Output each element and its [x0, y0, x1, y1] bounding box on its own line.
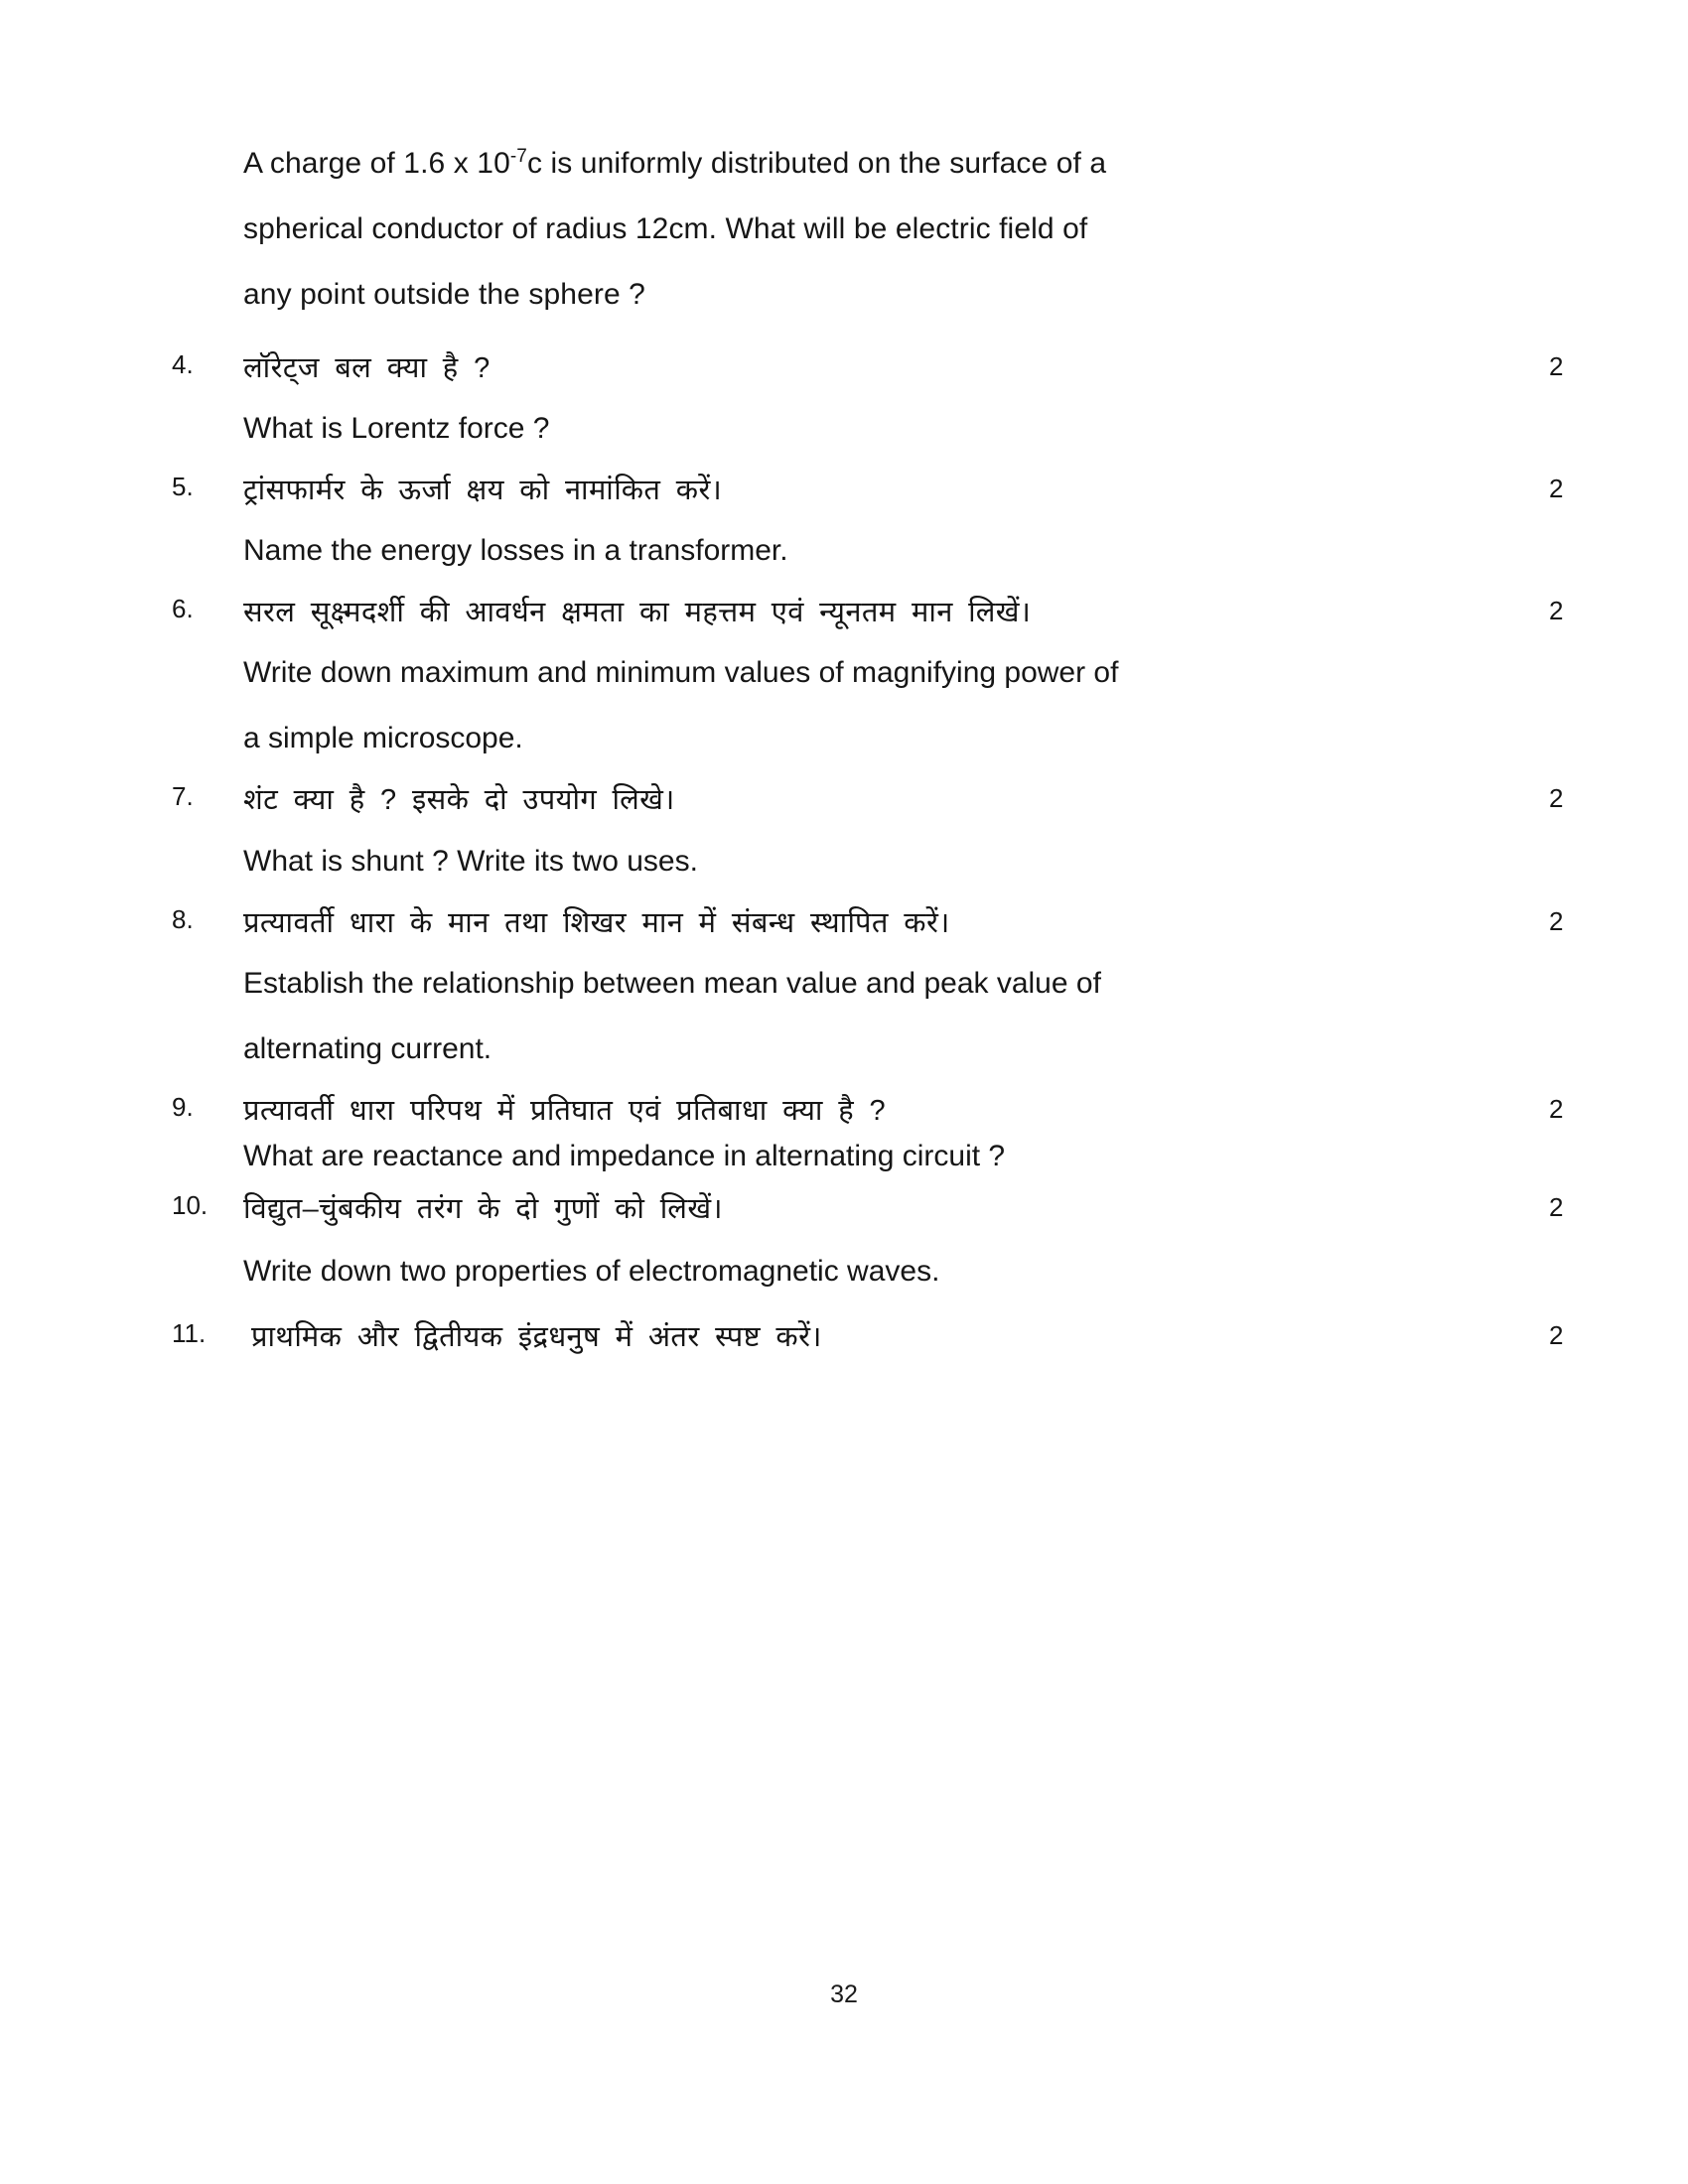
- question-item-9: [172, 1091, 1564, 1131]
- question-6-hindi: सरल सूक्ष्मदर्शी की आवर्धन क्षमता का महत्तम एवं न्यूनतम मान लिखें।: [243, 597, 1032, 629]
- question-item-6: [172, 594, 1564, 632]
- question-marks-7: 2: [1549, 783, 1564, 814]
- question-item-5: [172, 472, 1564, 510]
- intro-line-2: spherical conductor of radius 12cm. What will be electric field of: [243, 212, 1088, 245]
- question-8-english-line-1: Establish the relationship between mean value and peak value of: [243, 966, 1101, 1000]
- question-number-10: 10.: [172, 1189, 209, 1220]
- page-number: 32: [830, 1980, 858, 2008]
- question-5-hindi: ट्रांसफार्मर के ऊर्जा क्षय को नामांकित करें।: [243, 475, 723, 507]
- question-item-10: [172, 1189, 1564, 1229]
- question-11-hindi: प्राथमिक और द्वितीयक इंद्रधनुष में अंतर स्पष्ट करें।: [251, 1320, 822, 1353]
- question-marks-5: 2: [1549, 474, 1564, 504]
- question-content-area: [172, 131, 1564, 1357]
- question-item-4: [172, 349, 1564, 388]
- intro-line-3: any point outside the sphere ?: [243, 278, 645, 311]
- question-marks-6: 2: [1549, 596, 1564, 626]
- question-marks-10: 2: [1549, 1191, 1564, 1222]
- question-item-11: [172, 1317, 1564, 1357]
- question-number-8: 8.: [172, 903, 194, 934]
- question-number-9: 9.: [172, 1091, 194, 1122]
- intro-paragraph: [243, 131, 1345, 328]
- question-number-6: 6.: [172, 594, 194, 624]
- question-8-english-line-2: alternating current.: [243, 1031, 492, 1065]
- question-4-hindi: लॉरेट्ज बल क्या है ?: [243, 352, 491, 384]
- question-9-english: What are reactance and impedance in alternating circuit ?: [243, 1139, 1006, 1172]
- question-item-8: [172, 903, 1564, 943]
- question-marks-9: 2: [1549, 1093, 1564, 1124]
- question-7-hindi: शंट क्या है ? इसके दो उपयोग लिखे।: [243, 784, 675, 817]
- question-marks-11: 2: [1549, 1319, 1564, 1350]
- question-marks-4: 2: [1549, 351, 1564, 381]
- question-number-11: 11.: [172, 1317, 207, 1348]
- intro-line-1-text-a: A charge of 1.6 x 10: [243, 147, 510, 180]
- question-number-4: 4.: [172, 349, 194, 379]
- intro-line-1-text-b: c is uniformly distributed on the surface of a: [526, 147, 1107, 180]
- question-10-english: Write down two properties of electromagnetic waves.: [243, 1254, 940, 1288]
- question-8-hindi: प्रत्यावर्ती धारा के मान तथा शिखर मान में संबन्ध स्थापित करें।: [243, 906, 950, 939]
- question-6-english-line-2: a simple microscope.: [243, 722, 523, 755]
- question-4-english: What is Lorentz force ?: [243, 412, 550, 446]
- question-5-english: Name the energy losses in a transformer.: [243, 534, 788, 568]
- intro-line-1: [243, 131, 1345, 197]
- question-6-english-line-1: Write down maximum and minimum values of magnifying power of: [243, 656, 1119, 690]
- exponent-superscript: -7: [509, 146, 527, 167]
- question-item-7: [172, 781, 1564, 820]
- question-10-hindi: विद्युत–चुंबकीय तरंग के दो गुणों को लिखें।: [243, 1192, 723, 1225]
- question-marks-8: 2: [1549, 905, 1564, 936]
- question-number-7: 7.: [172, 781, 194, 812]
- question-number-5: 5.: [172, 472, 194, 502]
- question-9-hindi: प्रत्यावर्ती धारा परिपथ में प्रतिघात एवं प्रतिबाधा क्या है ?: [243, 1094, 887, 1127]
- question-7-english: What is shunt ? Write its two uses.: [243, 844, 698, 878]
